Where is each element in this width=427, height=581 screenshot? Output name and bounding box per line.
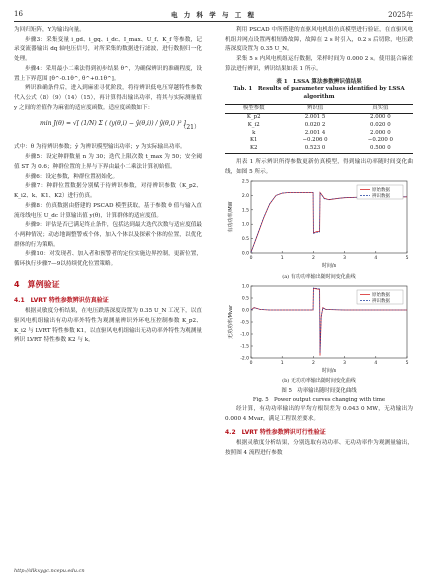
reactive-power-chart xyxy=(225,282,413,374)
y-tick-label: 0.5 xyxy=(241,237,249,243)
subfigure-caption-b: (b) 无功功率输出随时间变化曲线 xyxy=(282,378,356,385)
table-cell: 2.001 4 xyxy=(304,129,326,136)
paragraph: 辨识准确条件后，进入到麻雀寻优阶段，将待辨识低电压穿越特性参数代入公式（8）（9）（14）（15），再计算得出输出功率，将其与实际测量值 y 之间的差值作为麻雀的适应度函数。适应度函数如下： xyxy=(14,85,202,111)
table-cell: 2.001 5 xyxy=(304,113,326,120)
y-tick-label: 1.5 xyxy=(241,208,249,214)
legend-label: 辨识数据 xyxy=(372,298,390,304)
series-line xyxy=(251,193,407,253)
table-caption-en: Tab. 1 Results of parameter values identified by LSSA algorithm xyxy=(233,86,405,101)
paragraph: 步骤6：设定参数，种群位置初始化。 xyxy=(25,173,119,180)
table-cell: 0.500 0 xyxy=(348,145,413,153)
x-tick-label: 5 xyxy=(405,256,409,262)
y-tick-label: 1.0 xyxy=(241,223,249,229)
equation-21 xyxy=(14,115,202,141)
y-axis-label: 有功功率/MW xyxy=(228,202,234,233)
x-tick-label: 3 xyxy=(343,360,347,366)
table-cell: 2.000 0 xyxy=(370,129,391,136)
figure-caption-en: Fig. 5 Power output curves changing with time xyxy=(252,397,386,404)
series-line xyxy=(251,193,407,253)
section-heading: 4 算例验证 xyxy=(14,279,60,289)
equation-body: min J(θ) = √[ (1/N) Σ ( (y(θ,i) − ŷ(θ,i)) / ŷ(θ,i) )² ] xyxy=(40,120,186,128)
y-axis-label: 无功功率/Mvar xyxy=(228,304,234,339)
paragraph: 利用 PSCAD 中所搭建的直驱风电机组仿真模型进行验证，在直驱风电机组并网点设置两相短路故障，故障在 2 s 时引入，0.2 s 后切除，电压跌落深度设置为 0.35 U_N。 xyxy=(225,27,413,53)
paragraph: 用表 1 所示辨识所得参数更新仿真模型，得到输出功率随时间变化曲线，如图 5 所示。 xyxy=(225,159,413,175)
paragraph: 经计算，有功功率输出的平均方根误差为 0.043 0 MW，无功输出为 0.000 4 Mvar，满足工程误差要求。 xyxy=(225,406,413,422)
y-tick-label: -1.5 xyxy=(240,344,249,350)
table-cell: 0.523 0 xyxy=(282,145,347,153)
figure-caption-cn: 图 5 功率输出随时间变化曲线 xyxy=(281,387,357,394)
paragraph: 步骤9：评估是否已满足终止条件，包括达到最大迭代次数与适应度值最小两种情况；动态地调整警戒个体，加入个体以及探索个体的位置，以优化群体的行为策略。 xyxy=(14,222,202,248)
y-tick-label: 0.0 xyxy=(241,308,249,314)
x-axis-label: 时间/s xyxy=(321,263,337,270)
equation-number: （21） xyxy=(180,124,200,132)
table-cell: K2 xyxy=(225,145,282,153)
footer-url: http://dlkxygc.ncepu.edu.cn xyxy=(14,568,85,574)
table-cell: K_i2 xyxy=(247,121,260,128)
table-row xyxy=(225,145,413,153)
y-tick-label: 0.0 xyxy=(241,251,249,257)
paragraph: 步骤8：仿真数据由搭建的 PSCAD 模型获取，基于参数 θ 值与输入直流母线电压 U_dc 计算输出值 y(θ)，计算群体的适应度值。 xyxy=(14,202,202,219)
paragraph: 步骤4：采用最小二乘法得到初步结果 θ^，为确保辨识的准确程度，设置上下界范围 [θ^-0.1θ^, θ^+0.1θ^]。 xyxy=(14,65,202,82)
x-tick-label: 4 xyxy=(374,256,378,262)
paragraph: 为回归矩阵，Y为输出向量。 xyxy=(14,27,85,33)
table-cell: −0.200 0 xyxy=(367,137,393,144)
paragraph: 步骤5：设定种群数量 n 为 30；迭代上限次数 t_max 为 50；安全阈值 ST 为 0.6；种群位置的上界与下界由最小二乘法计算初始值。 xyxy=(14,154,202,170)
paragraph: 步骤10：对发现者、加入者和预警者的定位实施边界控制，更新位置，循环执行步骤7—9以持续优化位置策略。 xyxy=(14,251,202,268)
y-tick-label: 1.0 xyxy=(241,284,249,290)
table-row xyxy=(225,137,413,145)
x-axis-label: 时间/s xyxy=(321,367,337,374)
table-caption-cn: 表 1 LSSA 算法参数辨识值结果 xyxy=(276,78,362,85)
page-number: 16 xyxy=(14,10,23,18)
y-tick-label: -1.0 xyxy=(240,332,249,338)
active-power-chart xyxy=(225,177,413,269)
table-cell: −0.206 0 xyxy=(302,137,328,144)
right-column xyxy=(225,26,413,458)
paragraph: 步骤3：采集变量 i_gd、i_gq、i_dc、I_max、U_f、K_f 等参数，记录变流器输出 dq 轴电压信号，对所采集的数据进行滤波，进行数据归一化处理。 xyxy=(14,36,202,63)
table-cell: K1 xyxy=(249,137,258,144)
table-cell: k xyxy=(252,129,256,136)
y-tick-label: 2.5 xyxy=(241,179,249,185)
table-header: 真实值 xyxy=(348,105,413,114)
running-header xyxy=(14,8,413,22)
legend-label: 原始数据 xyxy=(372,292,390,298)
paragraph: 步骤7：种群位置数据分别赋于待辨识参数，对待辨识参数（K_p2、K_i2、k、K1、K2）进行仿真。 xyxy=(14,183,202,200)
table-cell: 0.020 0 xyxy=(370,121,391,128)
y-tick-label: -0.5 xyxy=(240,320,249,326)
paragraph: 采集 5 s 内风电机组运行数据，采样时间为 0.000 2 s。使用混合麻雀算法进行辨识，辨识结果如表 1 所示。 xyxy=(225,56,413,72)
results-table xyxy=(225,104,413,154)
subsection-heading: 4.2 LVRT 特性参数辨识可行性验证 xyxy=(225,428,326,436)
left-column xyxy=(14,26,202,346)
table-cell: 2.000 0 xyxy=(370,113,391,120)
subfigure-caption-a: (a) 有功功率输出随时间变化曲线 xyxy=(282,274,356,281)
table-row xyxy=(225,122,413,130)
table-caption xyxy=(225,79,413,102)
paragraph: 式中：θ 为待辨识参数；ŷ 为辨识模型输出功率；y 为实际输出功率。 xyxy=(14,144,186,151)
paragraph: 根据灵敏度分析结果，在电压跌落深度设置为 0.35 U_N 工况下，以直驱风电机组输出有功功率外特性为观测量辨识外环电压控制参数 K_p2、K_i2 与 LVRT 特性参数 K1，以直驱风电机组输出无功功率外特性为观测量辨识 LVRT 特性参数 K2 与 k。 xyxy=(14,308,202,344)
y-tick-label: -2.0 xyxy=(240,356,249,362)
table-header: 辨识值 xyxy=(282,105,347,114)
x-tick-label: 1 xyxy=(280,256,284,262)
y-tick-label: 0.5 xyxy=(241,296,249,302)
paragraph: 根据灵敏度分析结果，分别选取有功功率、无功功率作为观测量输出，按照图 4 流程进行参数 xyxy=(225,440,413,456)
subsection-heading: 4.1 LVRT 特性参数辨识仿真验证 xyxy=(14,296,109,304)
header-rule xyxy=(14,21,413,22)
table-row xyxy=(225,113,413,121)
x-tick-label: 4 xyxy=(374,360,378,366)
x-tick-label: 5 xyxy=(405,360,409,366)
figure-5 xyxy=(225,177,413,404)
table-header: 模型参数 xyxy=(225,105,282,114)
table-cell: K_p2 xyxy=(246,113,261,120)
x-tick-label: 3 xyxy=(343,256,347,262)
legend-label: 辨识数据 xyxy=(372,194,390,200)
x-tick-label: 2 xyxy=(311,256,315,262)
table-cell: 0.020 2 xyxy=(304,121,326,128)
x-tick-label: 0 xyxy=(249,360,253,366)
legend-label: 原始数据 xyxy=(372,188,390,194)
x-tick-label: 0 xyxy=(249,256,253,262)
journal-year: 2025年 xyxy=(388,11,413,19)
y-tick-label: 2.0 xyxy=(241,194,249,200)
x-tick-label: 2 xyxy=(311,360,315,366)
journal-name: 电 力 科 学 与 工 程 xyxy=(170,11,257,19)
x-tick-label: 1 xyxy=(280,360,284,366)
table-row xyxy=(225,130,413,138)
